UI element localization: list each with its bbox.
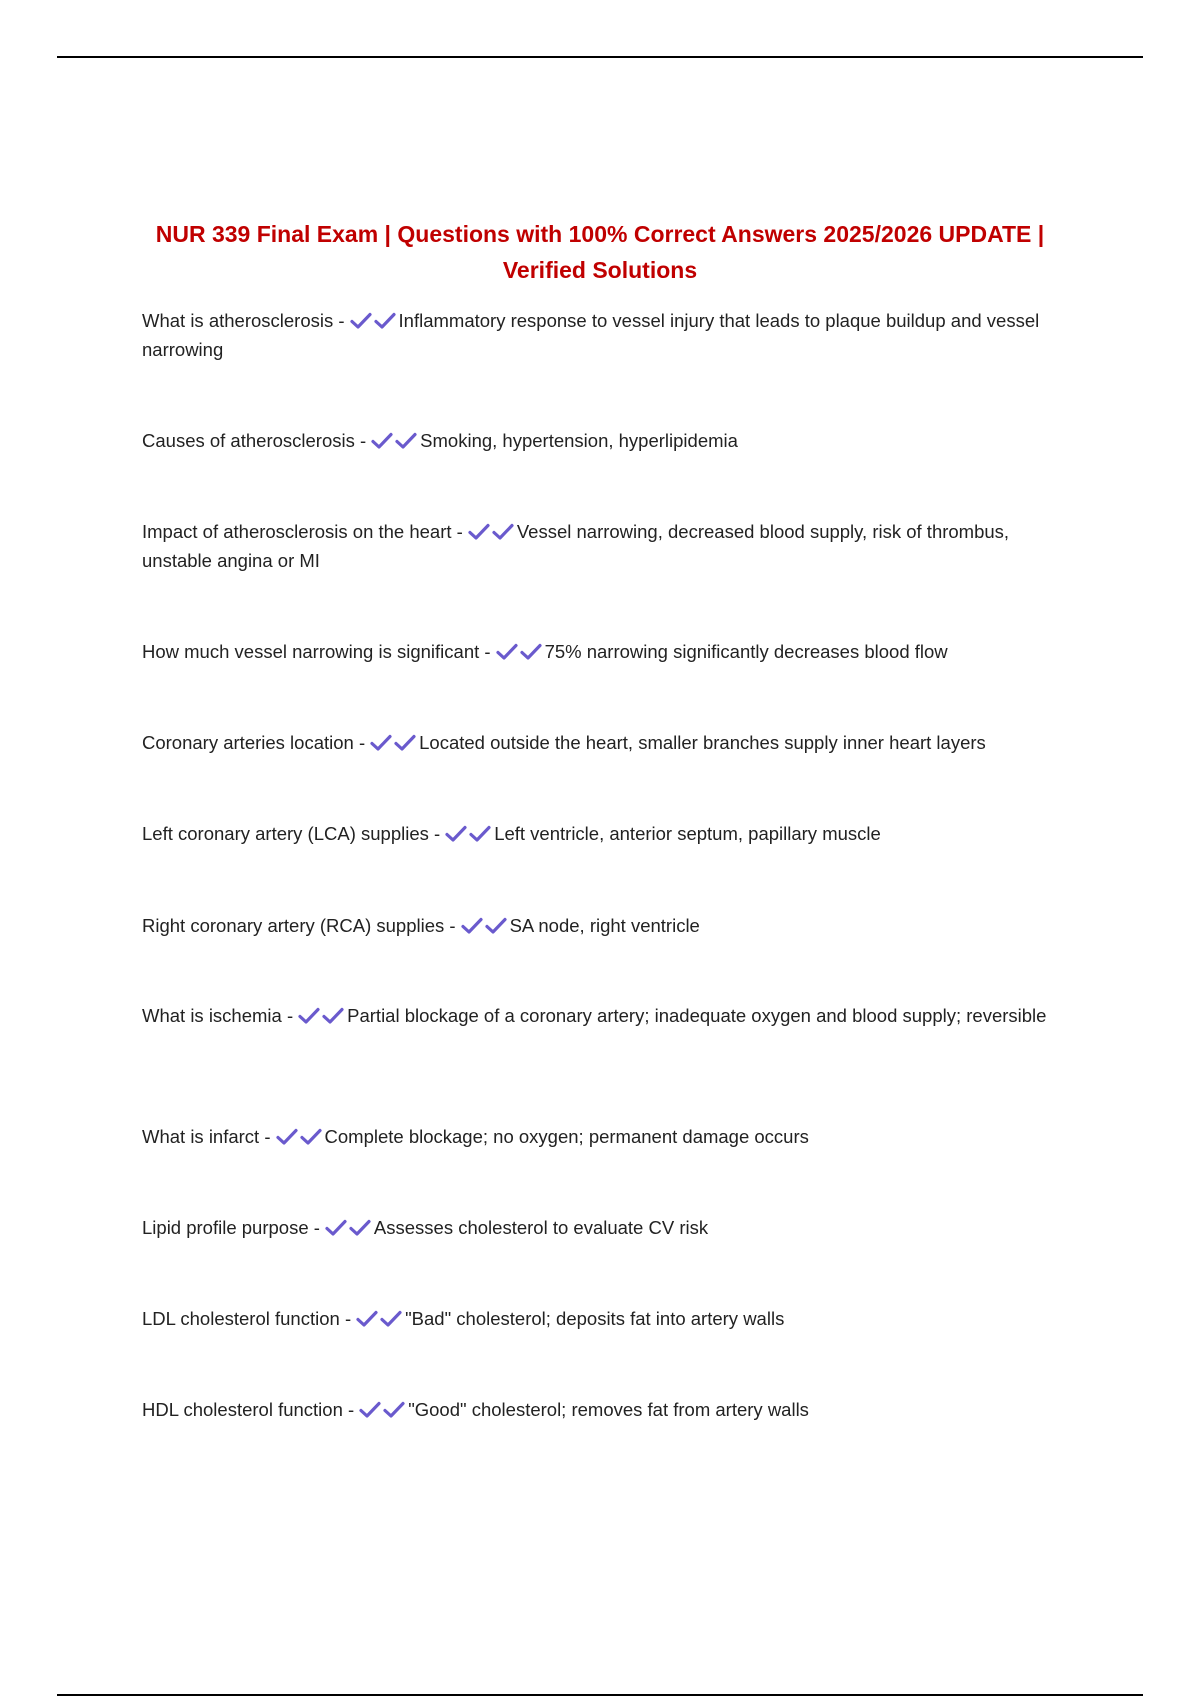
answer-text: Complete blockage; no oxygen; permanent damage occurs (324, 1126, 809, 1147)
answer-text: Assesses cholesterol to evaluate CV risk (373, 1217, 709, 1238)
question-text: What is ischemia (142, 1005, 282, 1026)
question-text: What is atherosclerosis (142, 310, 334, 331)
question-text: Left coronary artery (LCA) supplies (142, 823, 429, 844)
separator: - (286, 1005, 294, 1026)
check-icon (469, 825, 491, 843)
qa-item (142, 426, 1062, 455)
qa-item (142, 1001, 1062, 1030)
question-text: Lipid profile purpose (142, 1217, 309, 1238)
qa-item (142, 819, 1062, 848)
question-text: Causes of atherosclerosis (142, 430, 355, 451)
separator: - (434, 823, 441, 844)
qa-item (142, 1122, 1062, 1151)
separator: - (264, 1126, 271, 1147)
check-icon (394, 734, 416, 752)
qa-item (142, 517, 1062, 575)
qa-item (142, 1395, 1062, 1424)
check-icon (492, 523, 514, 541)
check-icon (383, 1401, 405, 1419)
check-icon (485, 917, 507, 935)
answer-text: Partial blockage of a coronary artery; inadequate oxygen and blood supply; reversible (347, 1005, 1047, 1026)
page-title: NUR 339 Final Exam | Questions with 100% Correct Answers 2025/2026 UPDATE | Verified Solutions (155, 221, 1045, 283)
separator: - (313, 1217, 320, 1238)
check-icon (371, 432, 393, 450)
check-icon (276, 1128, 298, 1146)
check-icon (370, 734, 392, 752)
separator: - (344, 1308, 352, 1329)
question-text: LDL cholesterol function (142, 1308, 340, 1329)
question-text: Right coronary artery (RCA) supplies (142, 915, 445, 936)
separator: - (360, 430, 367, 451)
check-icon (374, 312, 396, 330)
qa-item (142, 728, 1062, 757)
question-text: Coronary arteries location (142, 732, 354, 753)
answer-text: Vessel narrowing, decreased blood supply, risk of thrombus, unstable angina or MI (142, 521, 1010, 571)
qa-item (142, 1304, 1062, 1333)
check-icon (322, 1007, 344, 1025)
check-icon (520, 643, 542, 661)
answer-text: Inflammatory response to vessel injury that leads to plaque buildup and vessel narrowing (142, 310, 1040, 360)
separator: - (449, 915, 456, 936)
qa-item (142, 306, 1062, 364)
check-icon (380, 1310, 402, 1328)
question-text: What is infarct (142, 1126, 260, 1147)
check-icon (496, 643, 518, 661)
answer-text: SA node, right ventricle (509, 915, 700, 936)
question-text: HDL cholesterol function (142, 1399, 343, 1420)
separator: - (484, 641, 491, 662)
qa-list (142, 0, 1062, 1700)
qa-item (142, 911, 1062, 940)
question-text: How much vessel narrowing is significant (142, 641, 480, 662)
check-icon (461, 917, 483, 935)
answer-text: Left ventricle, anterior septum, papillary muscle (494, 823, 881, 844)
separator: - (348, 1399, 355, 1420)
check-icon (468, 523, 490, 541)
answer-text: Located outside the heart, smaller branches supply inner heart layers (419, 732, 986, 753)
check-icon (356, 1310, 378, 1328)
answer-text: 75% narrowing significantly decreases blood flow (544, 641, 948, 662)
qa-item (142, 1213, 1062, 1242)
answer-text: Smoking, hypertension, hyperlipidemia (420, 430, 738, 451)
separator: - (338, 310, 345, 331)
check-icon (359, 1401, 381, 1419)
answer-text: "Good" cholesterol; removes fat from artery walls (408, 1399, 809, 1420)
answer-text: "Bad" cholesterol; deposits fat into artery walls (405, 1308, 785, 1329)
separator: - (358, 732, 366, 753)
separator: - (456, 521, 463, 542)
check-icon (445, 825, 467, 843)
check-icon (395, 432, 417, 450)
check-icon (349, 1219, 371, 1237)
question-text: Impact of atherosclerosis on the heart (142, 521, 452, 542)
qa-item (142, 637, 1062, 666)
bottom-divider (57, 1694, 1143, 1696)
check-icon (298, 1007, 320, 1025)
check-icon (300, 1128, 322, 1146)
check-icon (325, 1219, 347, 1237)
check-icon (350, 312, 372, 330)
